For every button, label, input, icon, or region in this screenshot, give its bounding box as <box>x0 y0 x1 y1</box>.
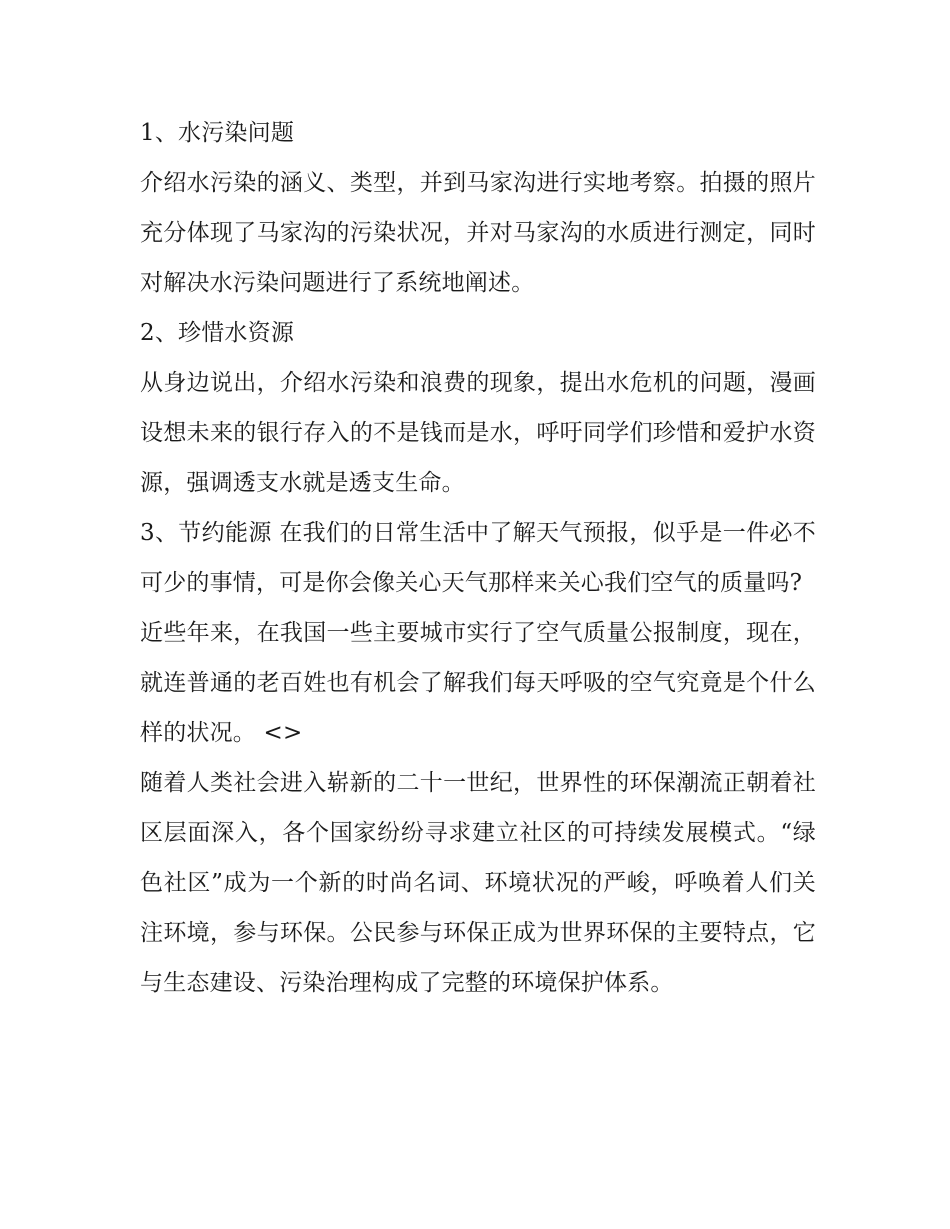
paragraph-save-energy: 3、节约能源 在我们的日常生活中了解天气预报，似乎是一件必不可少的事情，可是你会像关心天气那样来关心我们空气的质量吗? <box>140 520 816 596</box>
document-body <box>140 108 816 1008</box>
paragraph-air-quality: 近些年来，在我国一些主要城市实行了空气质量公报制度，现在，就连普通的老百姓也有机会了解我们每天呼吸的空气究竟是个什么样的状况。 <> <box>140 620 816 746</box>
paragraph-water-pollution: 介绍水污染的涵义、类型，并到马家沟进行实地考察。拍摄的照片充分体现了马家沟的污染状况，并对马家沟的水质进行测定，同时对解决水污染问题进行了系统地阐述。 <box>140 170 816 296</box>
heading-water-pollution: 1、水污染问题 <box>140 120 295 146</box>
paragraph-green-community: 随着人类社会进入崭新的二十一世纪，世界性的环保潮流正朝着社区层面深入，各个国家纷纷寻求建立社区的可持续发展模式。“绿色社区”成为一个新的时尚名词、环境状况的严峻，呼唤着人们关注环境，参与环保。公民参与环保正成为世界环保的主要特点，它与生态建设、污染治理构成了完整的环境保护体系。 <box>140 770 816 996</box>
heading-cherish-water: 2、珍惜水资源 <box>140 320 295 346</box>
paragraph-cherish-water: 从身边说出，介绍水污染和浪费的现象，提出水危机的问题，漫画设想未来的银行存入的不是钱而是水，呼吁同学们珍惜和爱护水资源，强调透支水就是透支生命。 <box>140 370 816 496</box>
